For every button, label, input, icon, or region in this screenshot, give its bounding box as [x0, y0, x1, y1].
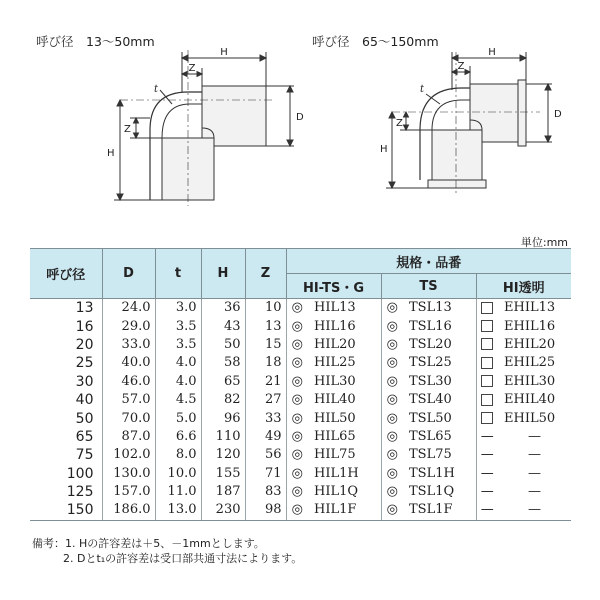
checkbox-square-icon — [481, 357, 493, 369]
mark-cell — [476, 336, 498, 354]
d-cell: 57.0 — [102, 391, 155, 409]
code-cell: — — [528, 447, 542, 463]
checkbox-square-icon — [481, 338, 493, 350]
d-cell: 40.0 — [102, 354, 155, 372]
code-cell: — — [528, 484, 542, 500]
mark-cell: — — [476, 501, 498, 520]
code-cell: HIL50 — [314, 410, 356, 426]
code-cell: EHIL50 — [504, 410, 556, 426]
code-cell: HIL65 — [314, 428, 356, 444]
mark-cell: ◎ — [381, 391, 403, 409]
mark-cell: — — [476, 428, 498, 446]
mark-cell — [476, 317, 498, 335]
table-row — [30, 501, 571, 520]
spec-table-body — [30, 299, 571, 521]
h-cell: 96 — [201, 409, 245, 427]
elbow-drawings — [0, 40, 600, 220]
unit-note: 単位:mm — [520, 236, 568, 249]
mark-cell: ◎ — [286, 446, 308, 464]
note-line-1: 備考：1. Hの許容差は＋5、－1mmとします。 — [32, 537, 265, 550]
t-cell: 4.0 — [155, 373, 201, 391]
spec-table — [30, 248, 571, 521]
mark-cell: ◎ — [286, 299, 308, 318]
mark-cell: ◎ — [381, 446, 403, 464]
d-cell: 70.0 — [102, 409, 155, 427]
mark-cell: ◎ — [381, 409, 403, 427]
size-cell: 100 — [66, 465, 94, 482]
code-cell: TSL16 — [409, 318, 452, 334]
checkbox-square-icon — [481, 302, 493, 314]
code-cell: EHIL20 — [504, 336, 556, 352]
t-cell: 5.0 — [155, 409, 201, 427]
dim-label-h-left: H — [107, 148, 115, 159]
checkbox-square-icon — [481, 375, 493, 387]
header-hi-ts-g: HI-TS・G — [286, 274, 381, 299]
header-ts: TS — [381, 274, 476, 299]
z-cell: 98 — [245, 501, 286, 520]
z-cell: 27 — [245, 391, 286, 409]
code-cell: EHIL16 — [504, 318, 556, 334]
header-standard-group: 規格・品番 — [286, 249, 571, 274]
z-cell: 18 — [245, 354, 286, 372]
code-cell: TSL30 — [409, 373, 452, 389]
mark-cell — [476, 354, 498, 372]
d-cell: 46.0 — [102, 373, 155, 391]
z-cell: 15 — [245, 336, 286, 354]
mark-cell: ◎ — [286, 373, 308, 391]
mark-cell — [476, 299, 498, 318]
code-cell: — — [498, 501, 571, 520]
size-cell: 20 — [75, 336, 94, 353]
t-cell: 3.0 — [155, 299, 201, 318]
table-row — [30, 299, 571, 318]
mark-cell: ◎ — [381, 428, 403, 446]
mark-cell: ◎ — [286, 465, 308, 483]
code-cell: HIL30 — [314, 373, 356, 389]
code-cell: HIL75 — [314, 447, 356, 463]
dim-label-z-left: Z — [124, 124, 131, 135]
h-cell: 155 — [201, 465, 245, 483]
table-row — [30, 446, 571, 464]
h-cell: 187 — [201, 483, 245, 501]
mark-cell: ◎ — [286, 354, 308, 372]
code-cell: HIL40 — [314, 392, 356, 408]
mark-cell: ◎ — [381, 373, 403, 391]
checkbox-square-icon — [481, 320, 493, 332]
table-row — [30, 317, 571, 335]
code-cell: HIL1H — [314, 465, 359, 481]
table-row — [30, 391, 571, 409]
size-cell: 25 — [75, 355, 94, 372]
size-cell: 16 — [75, 318, 94, 335]
table-row — [30, 373, 571, 391]
code-cell: TSL1Q — [409, 484, 455, 500]
mark-cell: ◎ — [381, 354, 403, 372]
code-cell: TSL1H — [409, 465, 455, 481]
mark-cell: ◎ — [381, 317, 403, 335]
header-hi-clear: HI透明 — [476, 274, 571, 299]
code-cell: EHIL13 — [498, 299, 571, 318]
d-cell: 186.0 — [102, 501, 155, 520]
dim-label-d-large: D — [554, 109, 562, 120]
d-cell: 33.0 — [102, 336, 155, 354]
size-cell: 30 — [75, 373, 94, 390]
z-cell: 49 — [245, 428, 286, 446]
mark-cell — [476, 373, 498, 391]
notes — [32, 536, 302, 566]
t-cell: 3.5 — [155, 317, 201, 335]
h-cell: 50 — [201, 336, 245, 354]
mark-cell: — — [476, 465, 498, 483]
d-cell: 157.0 — [102, 483, 155, 501]
dim-label-h-top-large: H — [488, 47, 496, 58]
mark-cell: ◎ — [381, 336, 403, 354]
d-cell: 24.0 — [102, 299, 155, 318]
elbow-drawing-large — [386, 52, 552, 196]
table-row — [30, 483, 571, 501]
z-cell: 56 — [245, 446, 286, 464]
code-cell: EHIL40 — [504, 392, 556, 408]
z-cell: 13 — [245, 317, 286, 335]
code-cell: TSL20 — [409, 336, 452, 352]
mark-cell: ◎ — [286, 391, 308, 409]
dim-label-z-left-large: Z — [396, 118, 403, 129]
mark-cell: ◎ — [286, 428, 308, 446]
code-cell: EHIL30 — [504, 373, 556, 389]
h-cell: 230 — [201, 501, 245, 520]
code-cell: TSL13 — [403, 299, 476, 318]
code-cell: TSL25 — [409, 355, 452, 371]
checkbox-square-icon — [481, 412, 493, 424]
code-cell: HIL16 — [314, 318, 356, 334]
h-cell: 120 — [201, 446, 245, 464]
header-h: H — [201, 249, 245, 299]
size-cell: 75 — [75, 447, 94, 464]
dim-label-h-left-large: H — [380, 144, 388, 155]
header-d: D — [102, 249, 155, 299]
code-cell: HIL13 — [308, 299, 381, 318]
elbow-drawing-small — [114, 50, 294, 206]
t-cell: 3.5 — [155, 336, 201, 354]
dim-label-t-large: t — [420, 84, 425, 95]
size-cell: 150 — [30, 501, 102, 520]
dim-label-d: D — [296, 112, 304, 123]
table-row — [30, 336, 571, 354]
code-cell: — — [528, 428, 542, 444]
code-cell: TSL1F — [403, 501, 476, 520]
size-cell: 50 — [75, 410, 94, 427]
h-cell: 36 — [201, 299, 245, 318]
h-cell: 110 — [201, 428, 245, 446]
t-cell: 6.6 — [155, 428, 201, 446]
dim-label-t: t — [154, 84, 159, 95]
d-cell: 29.0 — [102, 317, 155, 335]
t-cell: 10.0 — [155, 465, 201, 483]
checkbox-square-icon — [481, 394, 493, 406]
t-cell: 11.0 — [155, 483, 201, 501]
mark-cell: — — [476, 483, 498, 501]
table-row — [30, 354, 571, 372]
code-cell: TSL75 — [409, 447, 452, 463]
code-cell: TSL65 — [409, 428, 452, 444]
dim-label-z-top: Z — [188, 63, 196, 74]
d-cell: 102.0 — [102, 446, 155, 464]
h-cell: 58 — [201, 354, 245, 372]
t-cell: 8.0 — [155, 446, 201, 464]
mark-cell: ◎ — [381, 501, 403, 520]
z-cell: 33 — [245, 409, 286, 427]
t-cell: 4.5 — [155, 391, 201, 409]
z-cell: 71 — [245, 465, 286, 483]
code-cell: EHIL25 — [504, 355, 556, 371]
code-cell: HIL1F — [308, 501, 381, 520]
h-cell: 82 — [201, 391, 245, 409]
mark-cell: ◎ — [286, 409, 308, 427]
caption-right: 呼び径 65〜150mm — [312, 34, 439, 49]
mark-cell: ◎ — [286, 317, 308, 335]
code-cell: TSL40 — [409, 392, 452, 408]
mark-cell: ◎ — [286, 336, 308, 354]
size-cell: 40 — [75, 392, 94, 409]
size-cell: 13 — [30, 299, 102, 318]
dim-label-z-top-large: Z — [457, 61, 465, 72]
size-cell: 65 — [75, 428, 94, 445]
code-cell: HIL1Q — [314, 484, 359, 500]
z-cell: 10 — [245, 299, 286, 318]
code-cell: — — [528, 465, 542, 481]
mark-cell — [476, 409, 498, 427]
d-cell: 130.0 — [102, 465, 155, 483]
z-cell: 83 — [245, 483, 286, 501]
h-cell: 65 — [201, 373, 245, 391]
mark-cell — [476, 391, 498, 409]
mark-cell: ◎ — [381, 483, 403, 501]
mark-cell: ◎ — [381, 465, 403, 483]
h-cell: 43 — [201, 317, 245, 335]
note-line-2: 2. Dとt₁の許容差は受口部共通寸法によります。 — [63, 552, 303, 565]
header-z: Z — [245, 249, 286, 299]
code-cell: HIL20 — [314, 336, 356, 352]
mark-cell: ◎ — [286, 483, 308, 501]
caption-left: 呼び径 13〜50mm — [36, 34, 155, 49]
mark-cell: ◎ — [286, 501, 308, 520]
header-size: 呼び径 — [30, 249, 102, 299]
table-row — [30, 465, 571, 483]
z-cell: 21 — [245, 373, 286, 391]
mark-cell: — — [476, 446, 498, 464]
table-row — [30, 409, 571, 427]
mark-cell: ◎ — [381, 299, 403, 318]
table-row — [30, 428, 571, 446]
code-cell: HIL25 — [314, 355, 356, 371]
t-cell: 4.0 — [155, 354, 201, 372]
t-cell: 13.0 — [155, 501, 201, 520]
code-cell: TSL50 — [409, 410, 452, 426]
d-cell: 87.0 — [102, 428, 155, 446]
dim-label-h-top: H — [220, 47, 228, 58]
header-t: t — [155, 249, 201, 299]
size-cell: 125 — [66, 484, 94, 501]
